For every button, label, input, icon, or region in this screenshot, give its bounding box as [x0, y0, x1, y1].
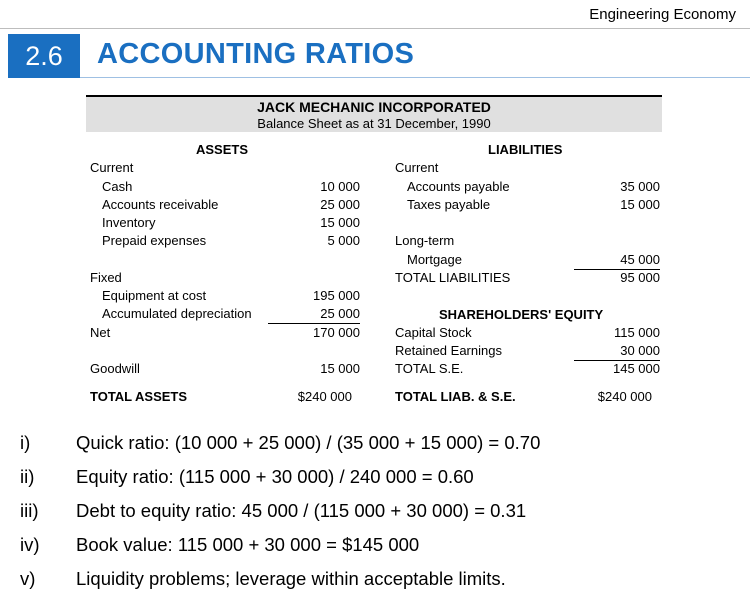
asset-value: 170 000 — [313, 325, 360, 340]
liabilities-heading: LIABILITIES — [488, 142, 563, 157]
asset-label: TOTAL ASSETS — [90, 389, 188, 404]
liability-label: TOTAL LIAB. & S.E. — [395, 389, 516, 404]
asset-row — [90, 232, 360, 250]
list-marker: iv) — [20, 534, 40, 555]
liability-value: 115 000 — [613, 325, 660, 340]
assets-heading: ASSETS — [196, 142, 249, 157]
liability-label: TOTAL LIABILITIES — [395, 270, 511, 285]
asset-value: 25 000 — [268, 305, 360, 324]
asset-label: Accounts receivable — [102, 197, 219, 212]
list-item — [20, 466, 740, 496]
liability-row — [395, 159, 660, 177]
liability-label: Taxes payable — [407, 197, 491, 212]
list-item — [20, 432, 740, 462]
list-text: Quick ratio: (10 000 + 25 000) / (35 000 + 15 000) = 0.70 — [76, 432, 541, 453]
asset-value: 25 000 — [320, 197, 360, 212]
company-name: JACK MECHANIC INCORPORATED — [257, 99, 491, 115]
list-item — [20, 500, 740, 530]
course-label: Engineering Economy — [589, 6, 736, 23]
asset-value: 15 000 — [320, 361, 360, 376]
equity-heading: SHAREHOLDERS' EQUITY — [439, 307, 604, 322]
asset-row — [90, 196, 360, 214]
list-marker: i) — [20, 432, 31, 453]
liability-value: 30 000 — [574, 342, 660, 361]
liability-label: Long-term — [395, 233, 455, 248]
liability-label: Current — [395, 160, 439, 175]
asset-row — [90, 269, 360, 287]
asset-row — [90, 324, 360, 342]
liability-value: 95 000 — [620, 270, 660, 285]
liability-value: 35 000 — [620, 179, 660, 194]
asset-row — [90, 305, 360, 323]
liability-label: Capital Stock — [395, 325, 472, 340]
asset-label: Fixed — [90, 270, 122, 285]
list-text: Liquidity problems; leverage within acceptable limits. — [76, 568, 506, 589]
list-item — [20, 568, 740, 598]
asset-label: Goodwill — [90, 361, 140, 376]
liability-value: 45 000 — [574, 251, 660, 270]
asset-label: Accumulated depreciation — [102, 306, 252, 321]
title-divider — [80, 77, 750, 78]
asset-value: 10 000 — [320, 179, 360, 194]
liability-value: 15 000 — [620, 197, 660, 212]
balance-sheet-header — [86, 95, 662, 132]
liability-value: $240 000 — [597, 389, 652, 404]
liability-row — [395, 178, 660, 196]
asset-label: Prepaid expenses — [102, 233, 207, 248]
balance-sheet-subtitle: Balance Sheet as at 31 December, 1990 — [257, 116, 491, 131]
total-assets-row — [90, 388, 360, 406]
liability-row — [395, 342, 660, 360]
liability-label: Accounts payable — [407, 179, 510, 194]
list-marker: iii) — [20, 500, 39, 521]
top-divider — [0, 28, 750, 29]
liability-row — [395, 251, 660, 269]
liability-row — [395, 269, 660, 287]
asset-row — [90, 360, 360, 378]
list-text: Book value: 115 000 + 30 000 = $145 000 — [76, 534, 420, 555]
liability-label: Retained Earnings — [395, 343, 502, 358]
liability-row — [395, 232, 660, 250]
balance-sheet — [86, 95, 662, 415]
asset-row — [90, 214, 360, 232]
liability-label: Mortgage — [407, 252, 462, 267]
list-item — [20, 534, 740, 564]
asset-label: Cash — [102, 179, 133, 194]
liability-label: TOTAL S.E. — [395, 361, 464, 376]
asset-label: Net — [90, 325, 111, 340]
asset-row — [90, 159, 360, 177]
liability-row — [395, 324, 660, 342]
asset-label: Inventory — [102, 215, 156, 230]
list-text: Debt to equity ratio: 45 000 / (115 000 + 30 000) = 0.31 — [76, 500, 527, 521]
asset-row — [90, 287, 360, 305]
asset-label: Equipment at cost — [102, 288, 207, 303]
liability-row — [395, 360, 660, 378]
list-text: Equity ratio: (115 000 + 30 000) / 240 000 = 0.60 — [76, 466, 474, 487]
asset-label: Current — [90, 160, 134, 175]
asset-row — [90, 178, 360, 196]
asset-value: 15 000 — [320, 215, 360, 230]
asset-value: 195 000 — [313, 288, 360, 303]
section-number-badge: 2.6 — [8, 34, 80, 78]
list-marker: ii) — [20, 466, 35, 487]
liability-value: 145 000 — [613, 361, 660, 376]
asset-value: $240 000 — [297, 389, 352, 404]
list-marker: v) — [20, 568, 36, 589]
total-liab-se-row — [395, 388, 660, 406]
asset-value: 5 000 — [327, 233, 360, 248]
liability-row — [395, 196, 660, 214]
slide-title: ACCOUNTING RATIOS — [97, 38, 415, 70]
